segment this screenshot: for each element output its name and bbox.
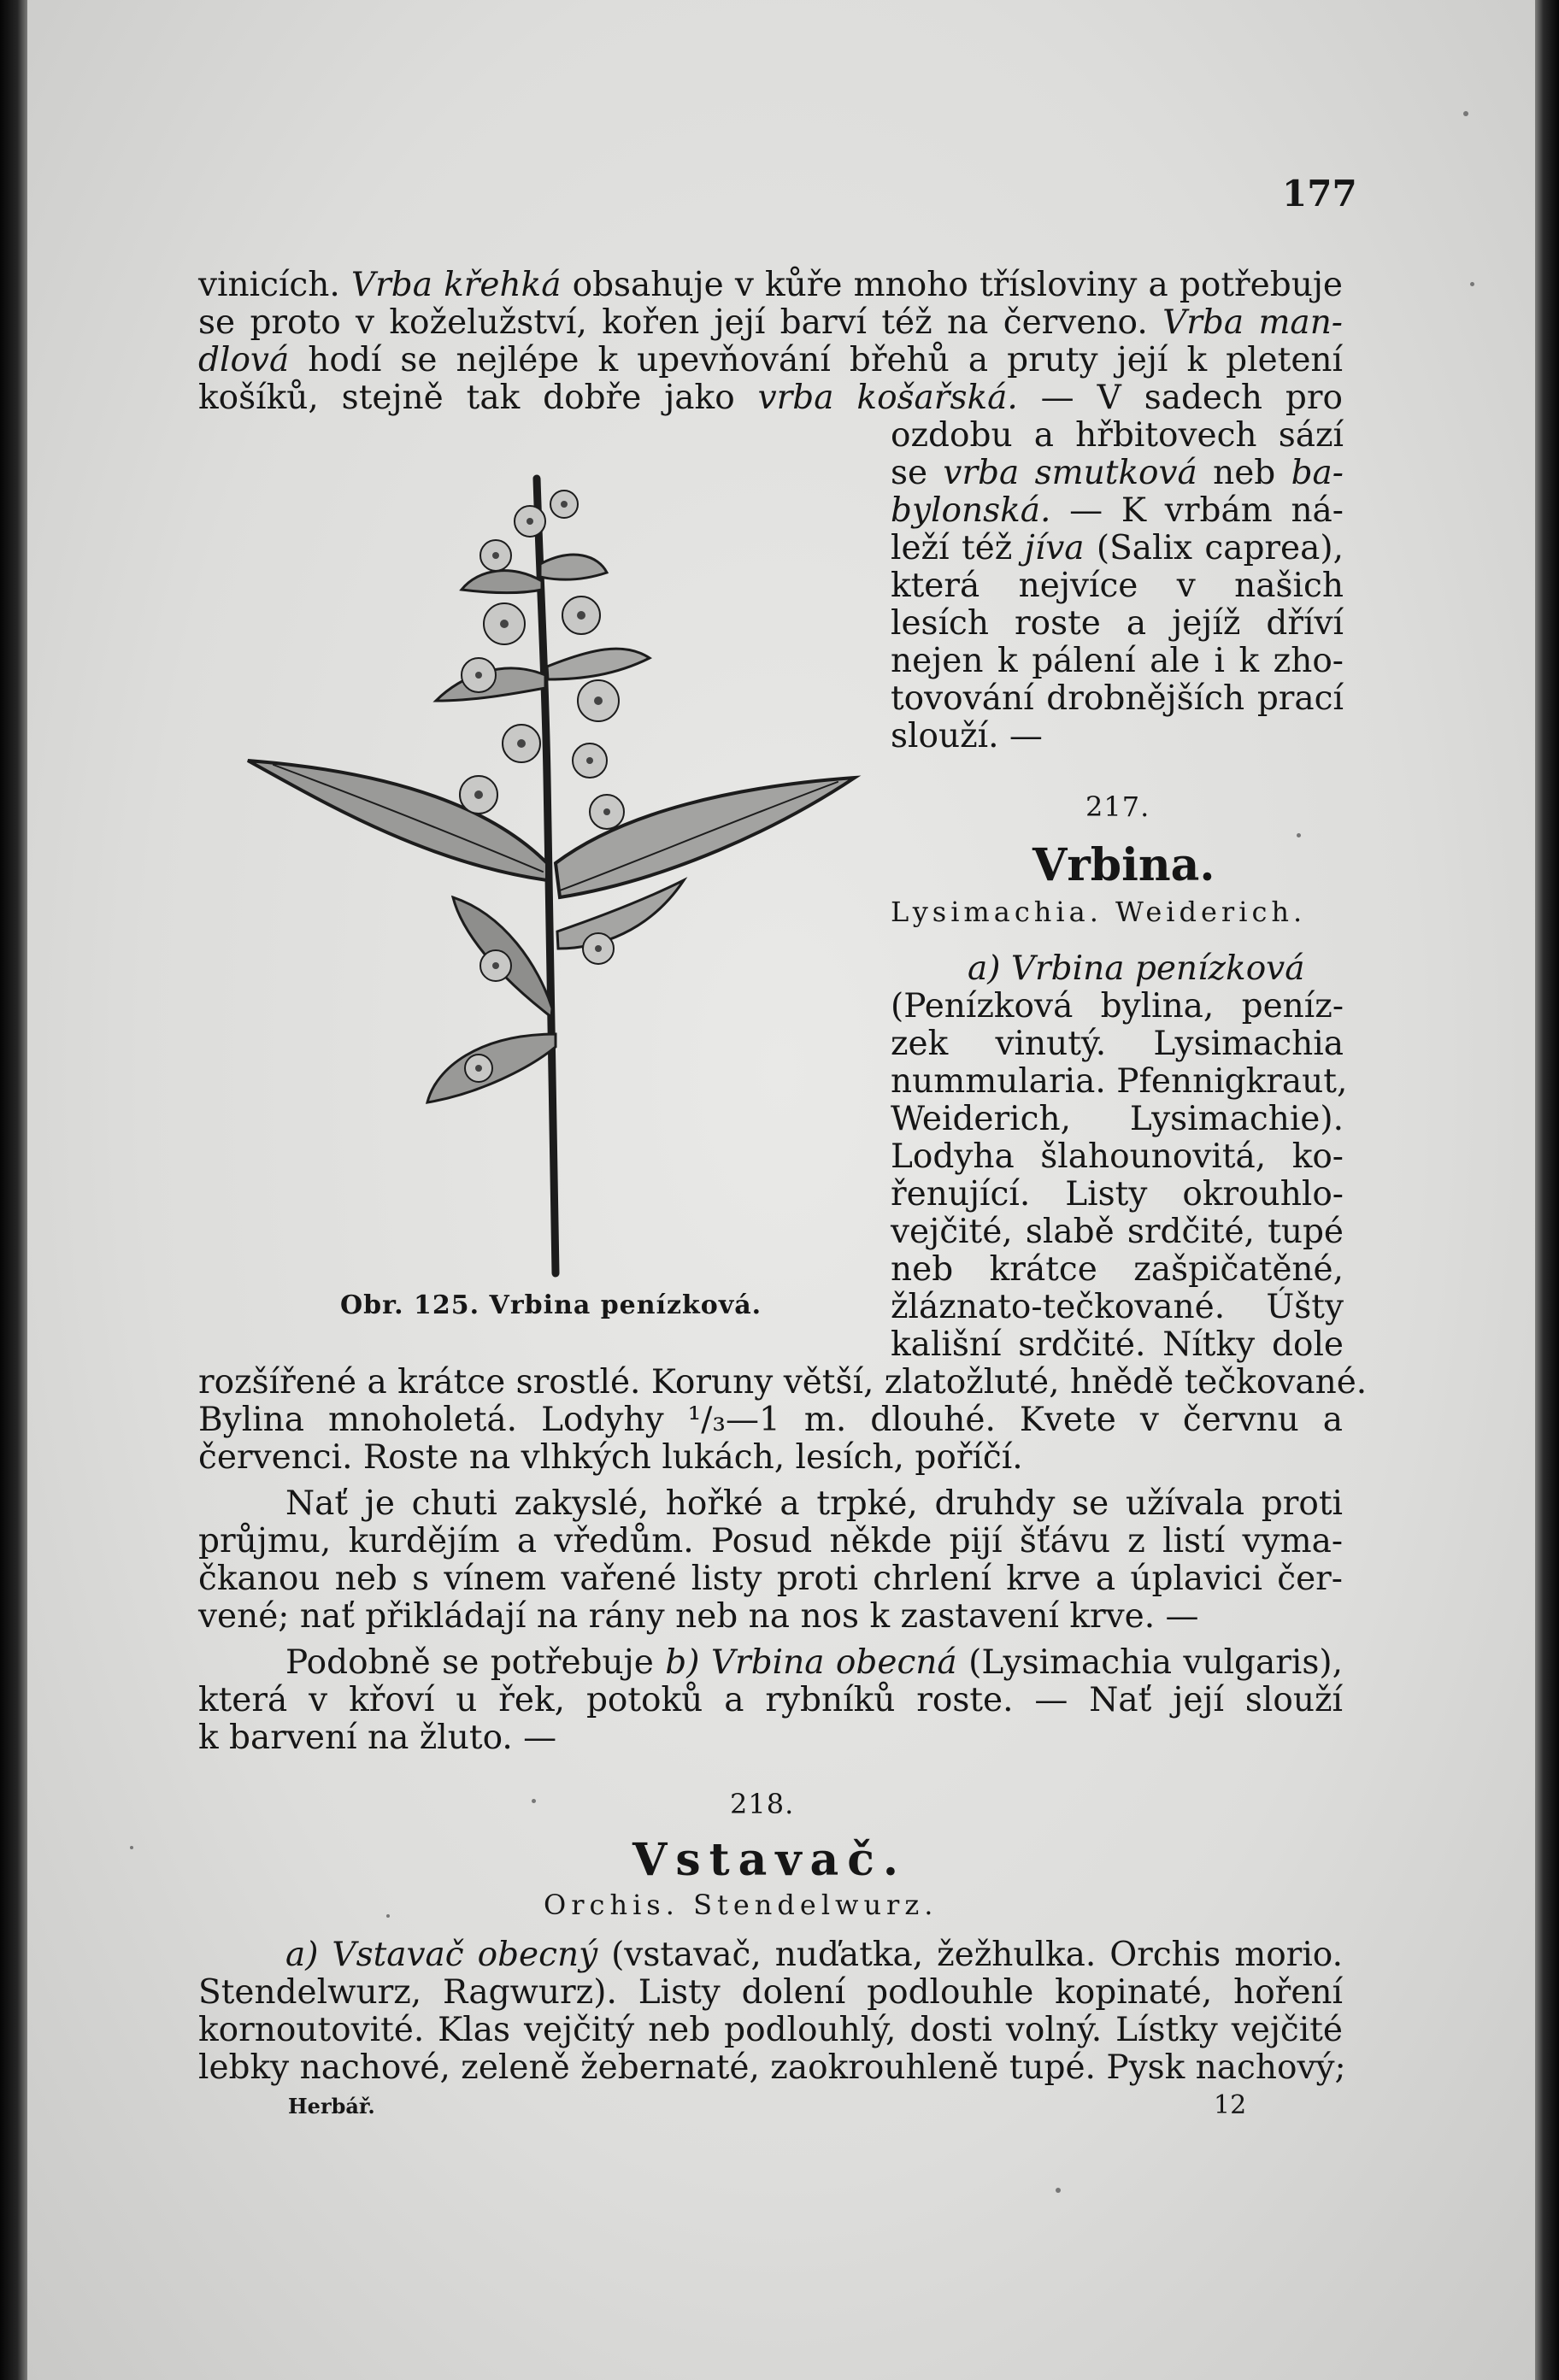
text-line: rozšířené a krátce srostlé. Koruny větší, zlatožluté, hnědě tečkované. (198, 1363, 1368, 1402)
footer-sheet-number: 12 (1214, 2090, 1247, 2120)
text-line: dlová hodí se nejlépe k upevňování břehů a pruty její k pletení (198, 341, 1343, 379)
text-line: neb krátce zašpičatěné, (891, 1250, 1344, 1289)
text-line: vejčité, slabě srdčité, tupé (891, 1213, 1344, 1251)
scan-speck (130, 1846, 133, 1849)
text-line: tovování drobnějších prací (891, 679, 1344, 718)
text-line: která nejvíce v našich (891, 567, 1344, 605)
text-line: a) Vstavač obecný (vstavač, nuďatka, žežhulka. Orchis morio. (285, 1936, 1343, 1974)
text-line: zek vinutý. Lysimachia (891, 1025, 1344, 1063)
scan-speck (1056, 2188, 1061, 2193)
scan-speck (532, 1799, 536, 1803)
text-line: červenci. Roste na vlhkých lukách, lesích, poříčí. (198, 1438, 1023, 1477)
scan-speck (1463, 111, 1468, 116)
section-number: 217. (1085, 790, 1150, 823)
scan-edge-left (0, 0, 29, 2380)
text-line: Bylina mnoholetá. Lodyhy ¹/₃—1 m. dlouhé. Kvete v červnu a (198, 1401, 1343, 1439)
text-line: leží též jíva (Salix caprea), (891, 529, 1344, 567)
page-number: 177 (1282, 173, 1357, 214)
text-line: slouží. — (891, 717, 1043, 755)
text-line: Weiderich, Lysimachie). (891, 1100, 1344, 1138)
text-line: lebky nachové, zeleně žebernaté, zaokrouhleně tupé. Pysk nachový; (198, 2048, 1346, 2087)
text-line: vinicích. Vrba křehká obsahuje v kůře mnoho třísloviny a potřebuje (198, 266, 1344, 304)
text-line: (Penízková bylina, peníz- (891, 987, 1344, 1025)
text-line: kališní srdčité. Nítky dole (891, 1325, 1344, 1364)
section-subtitle: Lysimachia. Weiderich. (891, 896, 1307, 928)
text-line: nejen k pálení ale i k zho- (891, 642, 1344, 680)
footer-signature: Herbář. (288, 2094, 375, 2118)
text-line: a) Vrbina penízková (968, 949, 1305, 988)
text-line: žláznato-tečkované. Úšty (891, 1288, 1344, 1326)
text-line: průjmu, kurdějím a vředům. Posud někde pijí šťávu z listí vyma- (198, 1522, 1343, 1560)
text-line: čkanou neb s vínem vařené listy proti chrlení krve a úplavici čer- (198, 1560, 1343, 1598)
text-line: Nať je chuti zakyslé, hořké a trpké, druhdy se užívala proti (285, 1484, 1343, 1523)
text-line: k barvení na žluto. — (198, 1719, 557, 1757)
text-line: se vrba smutková neb ba- (891, 454, 1344, 492)
text-line: lesích roste a jejíž dříví (891, 604, 1344, 643)
text-line: se proto v koželužství, kořen její barví též na červeno. Vrba man- (198, 303, 1343, 342)
text-line: Stendelwurz, Ragwurz). Listy dolení podlouhle kopinaté, hoření (198, 1973, 1343, 2012)
section-number: 218. (730, 1788, 795, 1820)
section-title: Vstavač. (632, 1834, 908, 1886)
scan-speck (1470, 282, 1474, 286)
plant-illustration (222, 419, 880, 1299)
text-line: ozdobu a hřbitovech sází (891, 416, 1344, 455)
text-line: kornoutovité. Klas vejčitý neb podlouhlý, dosti volný. Lístky vejčité (198, 2011, 1343, 2049)
text-line: Podobně se potřebuje b) Vrbina obecná (Lysimachia vulgaris), (285, 1643, 1344, 1682)
book-page (27, 0, 1535, 2380)
scan-speck (1297, 833, 1301, 837)
figure-caption: Obr. 125. Vrbina penízková. (340, 1290, 762, 1320)
scan-edge-right (1533, 0, 1559, 2380)
section-title: Vrbina. (1032, 839, 1215, 891)
text-line: Lodyha šlahounovitá, ko- (891, 1137, 1344, 1176)
text-line: řenující. Listy okrouhlo- (891, 1175, 1344, 1214)
text-line: vené; nať přikládají na rány neb na nos k zastavení krve. — (198, 1597, 1199, 1636)
text-line: nummularia. Pfennigkraut, (891, 1062, 1348, 1101)
scan-speck (386, 1914, 390, 1918)
text-line: bylonská. — K vrbám ná- (891, 491, 1344, 530)
text-line: košíků, stejně tak dobře jako vrba košařská. — V sadech pro (198, 379, 1343, 417)
section-subtitle: Orchis. Stendelwurz. (544, 1889, 938, 1921)
text-line: která v křoví u řek, potoků a rybníků roste. — Nať její slouží (198, 1681, 1343, 1719)
